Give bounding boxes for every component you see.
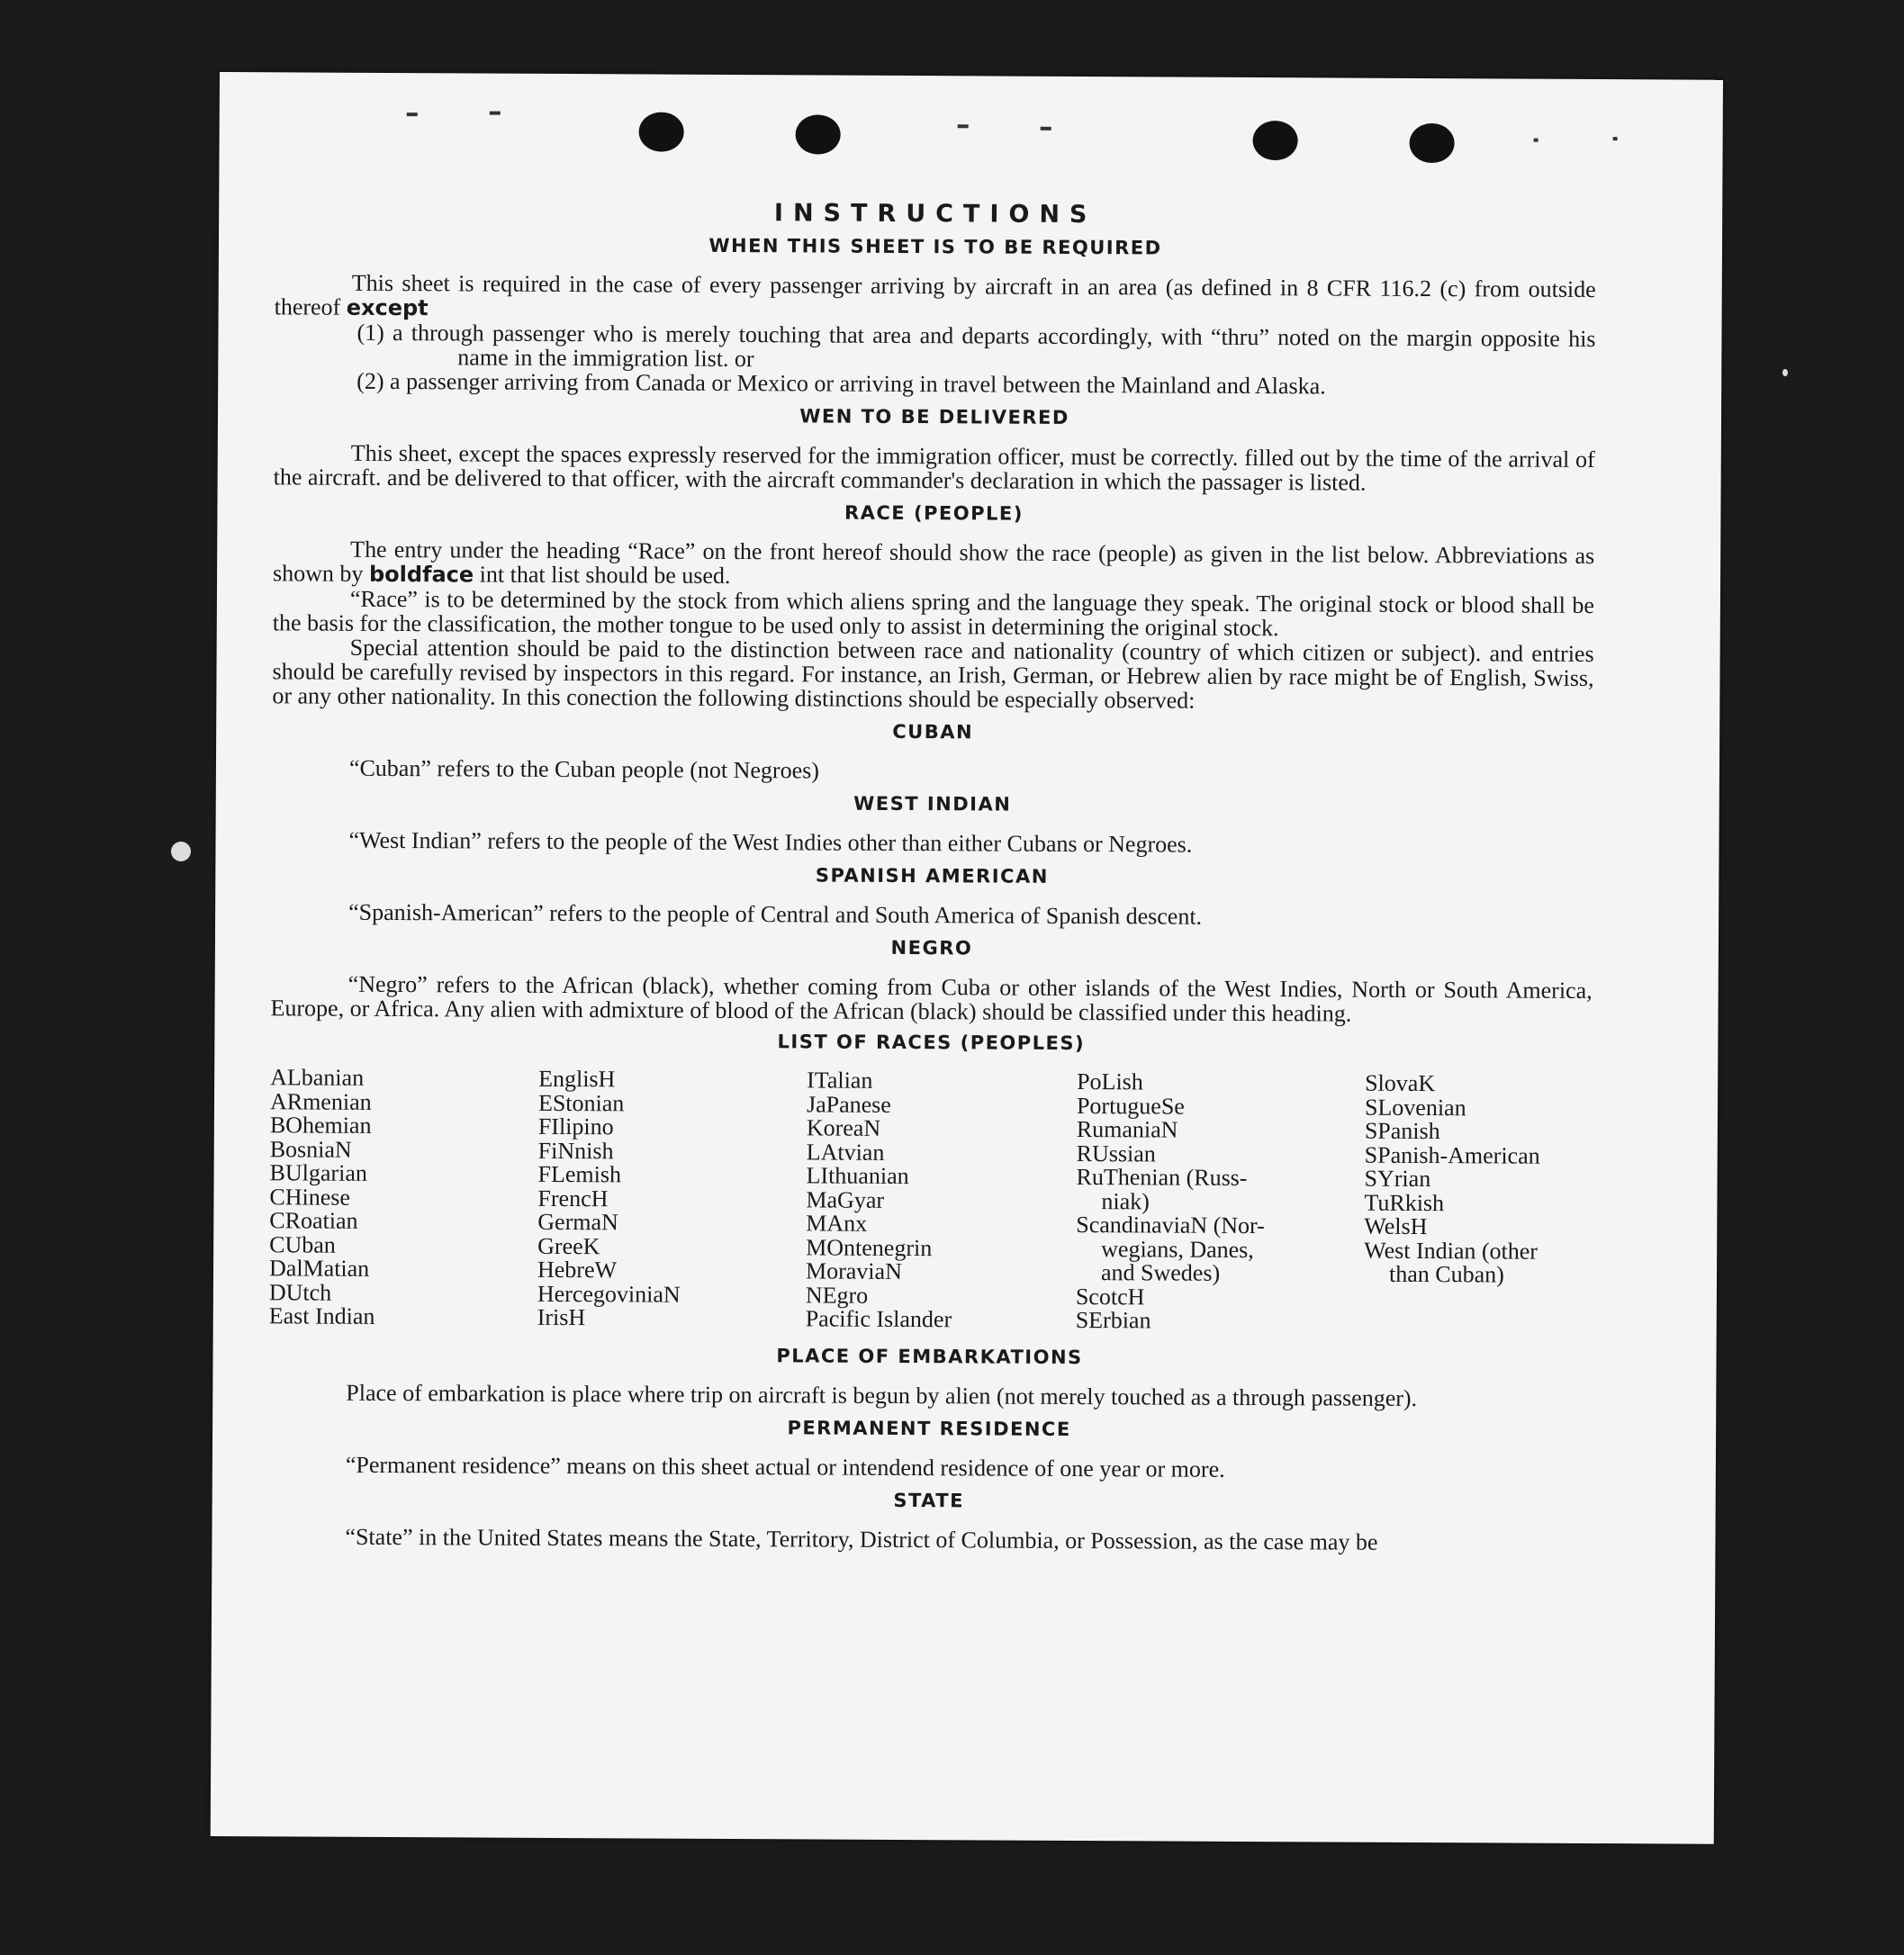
race-item: MOntenegrin xyxy=(806,1233,933,1261)
race-item: CRoatian xyxy=(269,1207,358,1234)
dust-speck xyxy=(1782,369,1788,376)
paragraph: “State” in the United States means the State, Territory, District of Columbia, or Possession, as the case may be xyxy=(345,1523,1378,1555)
race-item: ScotcH xyxy=(1075,1283,1145,1310)
paragraph: This sheet, except the spaces expressly reserved for the immigration officer, must be correctly. filled out by the time of the arrival of the aircraft. and be delivered to that officer, with the aircraft commander's declaration in which the passager is listed. xyxy=(273,439,1595,496)
page-title: INSTRUCTIONS xyxy=(773,199,1097,230)
race-column xyxy=(1364,1069,1593,1336)
paragraph: “Spanish-American” refers to the people of Central and South America of Spanish descent. xyxy=(348,898,1203,930)
race-item: Pacific Islander xyxy=(805,1305,952,1333)
race-item: and Swedes) xyxy=(1100,1259,1221,1286)
race-item: FIlipino xyxy=(537,1113,614,1140)
race-item: WelsH xyxy=(1364,1212,1428,1240)
paragraph: Special attention should be paid to the distinction between race and nationality (country of which citizen or subject). and entries should be carefully revised by inspectors in this regard. For instance, an Irish, German, or Hebrew alien by race might be of English, Swiss, or any other nationality. In this conection the following distinctions should be especially observed: xyxy=(272,634,1594,714)
paragraph: The entry under the heading “Race” on the front hereof should show the race (people) as given in the list below. Abbreviations as shown by boldface int that list should be used. xyxy=(273,536,1595,589)
race-item: BUlgarian xyxy=(269,1159,367,1186)
section-heading: CUBAN xyxy=(892,720,974,743)
race-item: EStonian xyxy=(537,1089,625,1116)
list-item: (1) a through passenger who is merely touching that area and departs accordingly, with “thru” noted on the margin opposite his name in the immigration list. or xyxy=(356,319,1596,373)
paragraph: “Negro” refers to the African (black), whether coming from Cuba or other islands of the West Indies, North or South America, Europe, or Africa. Any alien with admixture of blood of the African (black) should be classified under this heading. xyxy=(270,970,1593,1027)
race-item: SLovenian xyxy=(1364,1094,1466,1121)
race-item: SPanish-American xyxy=(1364,1141,1540,1169)
dust-speck xyxy=(171,842,191,861)
race-item: East Indian xyxy=(268,1302,375,1329)
race-item: DUtch xyxy=(268,1278,332,1306)
document-page xyxy=(211,72,1723,1844)
mark xyxy=(958,124,969,128)
race-item: MaGyar xyxy=(806,1185,885,1213)
mark xyxy=(1041,127,1051,131)
mark xyxy=(1534,139,1539,142)
race-item: ALbanian xyxy=(270,1064,365,1091)
section-heading: STATE xyxy=(893,1489,965,1511)
race-item: SPanish xyxy=(1364,1117,1440,1145)
race-item: SErbian xyxy=(1075,1306,1151,1334)
punch-hole xyxy=(1409,123,1454,163)
race-item: BosniaN xyxy=(269,1135,352,1163)
section-heading: WEST INDIAN xyxy=(853,792,1012,815)
race-item: GermaN xyxy=(537,1208,618,1236)
race-column xyxy=(537,1065,808,1331)
paragraph: “West Indian” refers to the people of the West Indies other than either Cubans or Negroes. xyxy=(348,826,1193,858)
section-heading: RACE (PEOPLE) xyxy=(844,501,1024,525)
race-column xyxy=(269,1066,539,1329)
section-heading: PERMANENT RESIDENCE xyxy=(787,1416,1071,1440)
punch-hole xyxy=(1253,121,1298,160)
race-item: IrisH xyxy=(537,1303,586,1331)
race-item: LIthuanian xyxy=(806,1162,909,1190)
punch-hole xyxy=(796,114,841,154)
mark xyxy=(1613,137,1618,140)
race-item: EnglisH xyxy=(538,1065,616,1093)
race-item: NEgro xyxy=(805,1281,869,1309)
race-item: RuThenian (Russ- xyxy=(1076,1163,1248,1191)
race-item: West Indian (other xyxy=(1364,1237,1539,1265)
race-item: TuRkish xyxy=(1364,1189,1445,1216)
race-column xyxy=(1076,1070,1366,1334)
section-heading: WEN TO BE DELIVERED xyxy=(799,405,1069,428)
race-item: ITalian xyxy=(807,1067,873,1094)
race-item: DalMatian xyxy=(268,1255,370,1282)
race-item: CHinese xyxy=(269,1183,351,1211)
race-item: PortugueSe xyxy=(1076,1092,1185,1120)
race-item: FiNnish xyxy=(537,1137,614,1164)
race-item: CUban xyxy=(269,1230,336,1258)
race-item: RumaniaN xyxy=(1076,1116,1178,1143)
bold-text: except xyxy=(346,294,429,321)
race-item: wegians, Danes, xyxy=(1101,1235,1254,1263)
race-item: JaPanese xyxy=(806,1090,891,1118)
race-item: FrencH xyxy=(537,1185,609,1212)
section-heading: NEGRO xyxy=(890,936,973,959)
paragraph: “Permanent residence” means on this sheet actual or intendend residence of one year or more. xyxy=(345,1451,1225,1482)
race-item: niak) xyxy=(1101,1187,1150,1214)
instructions-text xyxy=(267,198,1596,1554)
paragraph: “Cuban” refers to the Cuban people (not Negroes) xyxy=(348,754,820,784)
paragraph: Place of embarkation is place where trip on aircraft is begun by alien (not merely touched as a through passenger). xyxy=(346,1379,1418,1411)
paragraph: “Race” is to be determined by the stock from which aliens spring and the language they speak. The original stock or blood shall be the basis for the classification, the mother tongue to be used only to assist in determining the original stock. xyxy=(272,585,1594,642)
mark xyxy=(407,113,418,116)
race-item: FLemish xyxy=(537,1160,622,1188)
race-item: SYrian xyxy=(1364,1165,1431,1193)
race-column xyxy=(806,1068,1078,1332)
race-item: ScandinaviaN (Nor- xyxy=(1076,1211,1265,1239)
punch-hole xyxy=(639,112,684,151)
race-item: SlovaK xyxy=(1365,1069,1436,1097)
race-item: LAtvian xyxy=(806,1138,885,1166)
race-item: BOhemian xyxy=(269,1112,372,1139)
section-heading: WHEN THIS SHEET IS TO BE REQUIRED xyxy=(708,234,1162,259)
section-heading: SPANISH AMERICAN xyxy=(815,864,1049,887)
mark xyxy=(490,112,501,115)
race-item: GreeK xyxy=(537,1232,600,1259)
list-item: (2) a passenger arriving from Canada or Mexico or arriving in travel between the Mainland and Alaska. xyxy=(356,367,1326,400)
race-item: HercegoviniaN xyxy=(537,1280,681,1308)
race-item: KoreaN xyxy=(806,1114,881,1141)
race-item: PoLish xyxy=(1077,1068,1143,1095)
race-item: than Cuban) xyxy=(1388,1260,1504,1288)
race-item: RUssian xyxy=(1076,1140,1156,1167)
race-list xyxy=(269,1066,1593,1335)
paragraph: This sheet is required in the case of every passenger arriving by aircraft in an area (as defined in 8 CFR 116.2 (c) from outside thereof except xyxy=(274,269,1596,321)
race-item: MoraviaN xyxy=(805,1257,902,1284)
section-heading: PLACE OF EMBARKATIONS xyxy=(776,1344,1083,1368)
bold-text: boldface xyxy=(368,561,474,588)
section-heading: LIST OF RACES (PEOPLES) xyxy=(777,1031,1086,1055)
race-item: MAnx xyxy=(806,1210,868,1237)
race-item: ARmenian xyxy=(269,1087,372,1115)
race-item: HebreW xyxy=(537,1256,618,1284)
